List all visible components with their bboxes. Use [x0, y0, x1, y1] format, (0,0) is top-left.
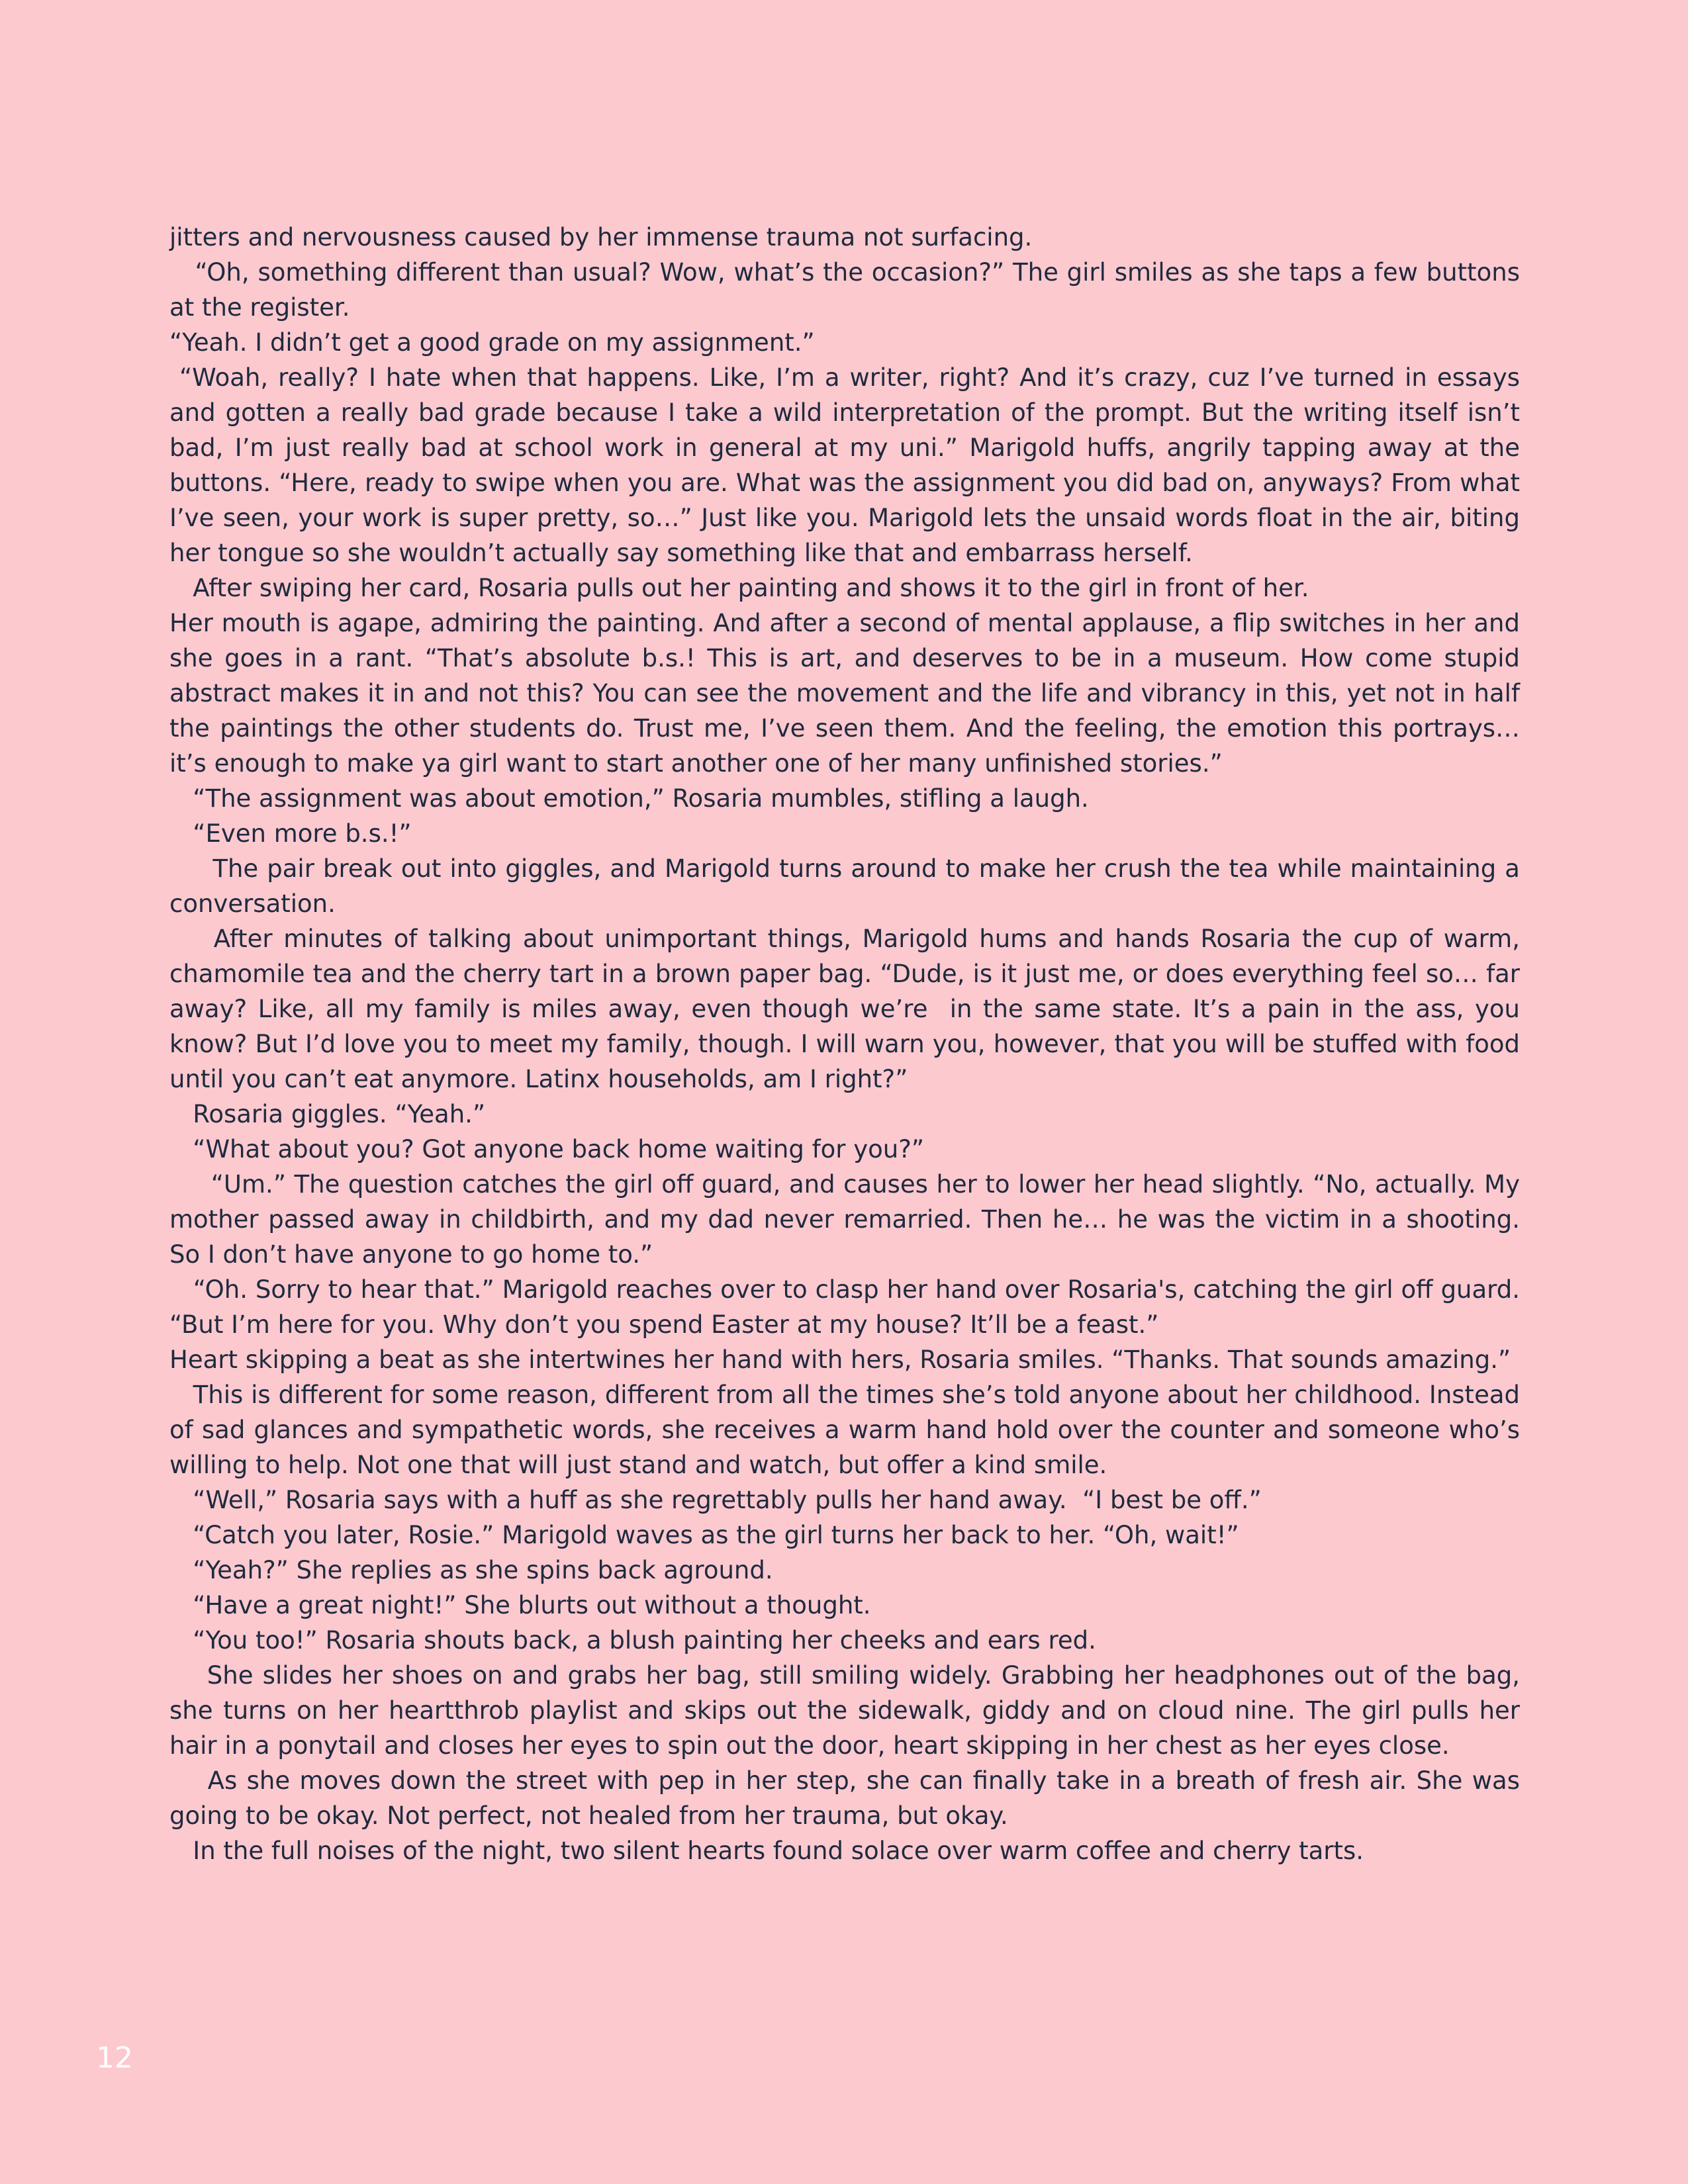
- paragraph: In the full noises of the night, two silent hearts found solace over warm coffee and cherry tarts.: [169, 1837, 1364, 1865]
- paragraph: jitters and nervousness caused by her immense trauma not surfacing.: [169, 223, 1033, 251]
- paragraph: Rosaria giggles. “Yeah.”: [169, 1100, 486, 1128]
- paragraph: As she moves down the street with pep in her step, she can finally take in a breath of fresh air. She was going to be okay. Not perfect, not healed from her trauma, but okay.: [169, 1766, 1528, 1830]
- paragraph: After minutes of talking about unimportant things, Marigold hums and hands Rosaria the cup of warm, chamomile tea and the cherry tart in a brown paper bag. “Dude, is it just me, or does everything feel so… far away? Like, all my family is miles away, even though we’re in the same state. It’s a pain in the ass, you know? But I’d love you to meet my family, though. I will warn you, however, that you will be stuffed with food until you can’t eat anymore. Latinx households, am I right?”: [169, 925, 1528, 1093]
- paragraph: “Even more b.s.!”: [169, 819, 412, 848]
- paragraph: “Yeah. I didn’t get a good grade on my assignment.”: [169, 328, 815, 357]
- paragraph: Her mouth is agape, admiring the painting. And after a second of mental applause, a flip switches in her and she goes in a rant. “That’s absolute b.s.! This is art, and deserves to be in a museum. How come stupid abstract makes it in and not this? You can see the movement and the life and vibrancy in this, yet not in half the paintings the other students do. Trust me, I’ve seen them. And the feeling, the emotion this portrays… it’s enough to make ya girl want to start another one of her many unfinished stories.”: [169, 609, 1528, 778]
- story-body: [169, 220, 1528, 1868]
- paragraph: She slides her shoes on and grabs her bag, still smiling widely. Grabbing her headphones out of the bag, she turns on her heartthrob playlist and skips out the sidewalk, giddy and on cloud nine. The girl pulls her hair in a ponytail and closes her eyes to spin out the door, heart skipping in her chest as her eyes close.: [169, 1661, 1528, 1760]
- paragraph: Heart skipping a beat as she intertwines her hand with hers, Rosaria smiles. “Thanks. That sounds amazing.”: [169, 1345, 1511, 1374]
- paragraph: “Um.” The question catches the girl off guard, and causes her to lower her head slightly. “No, actually. My mother passed away in childbirth, and my dad never remarried. Then he… he was the victim in a shooting. So I don’t have anyone to go home to.”: [169, 1170, 1528, 1269]
- paragraph: “Well,” Rosaria says with a huff as she regrettably pulls her hand away. “I best be off.”: [169, 1486, 1262, 1514]
- paragraph: The pair break out into giggles, and Marigold turns around to make her crush the tea while maintaining a conversation.: [169, 854, 1528, 918]
- paragraph: “The assignment was about emotion,” Rosaria mumbles, stifling a laugh.: [169, 784, 1089, 813]
- paragraph: “Oh. Sorry to hear that.” Marigold reaches over to clasp her hand over Rosaria's, catching the girl off guard. “But I’m here for you. Why don’t you spend Easter at my house? It’ll be a feast.”: [169, 1275, 1528, 1339]
- paragraph: “Woah, really? I hate when that happens. Like, I’m a writer, right? And it’s crazy, cuz I’ve turned in essays and gotten a really bad grade because I take a wild interpretation of the prompt. But the writing itself isn’t bad, I’m just really bad at school work in general at my uni.” Marigold huffs, angrily tapping away at the buttons. “Here, ready to swipe when you are. What was the assignment you did bad on, anyways? From what I’ve seen, your work is super pretty, so…” Just like you. Marigold lets the unsaid words float in the air, biting her tongue so she wouldn’t actually say something like that and embarrass herself.: [169, 363, 1528, 567]
- paragraph: “Catch you later, Rosie.” Marigold waves as the girl turns her back to her. “Oh, wait!”: [169, 1521, 1239, 1549]
- paragraph: “You too!” Rosaria shouts back, a blush painting her cheeks and ears red.: [169, 1626, 1096, 1655]
- paragraph: This is different for some reason, different from all the times she’s told anyone about her childhood. Instead of sad glances and sympathetic words, she receives a warm hand hold over the counter and someone who’s willing to help. Not one that will just stand and watch, but offer a kind smile.: [169, 1381, 1528, 1479]
- paragraph: After swiping her card, Rosaria pulls out her painting and shows it to the girl in front of her.: [169, 574, 1309, 602]
- paragraph: “Have a great night!” She blurts out without a thought.: [169, 1591, 871, 1619]
- paragraph: “What about you? Got anyone back home waiting for you?”: [169, 1135, 925, 1163]
- paragraph: “Oh, something different than usual? Wow, what’s the occasion?” The girl smiles as she taps a few buttons at the register.: [169, 258, 1528, 322]
- paragraph: “Yeah?” She replies as she spins back aground.: [169, 1556, 773, 1584]
- page-number: 12: [96, 2041, 133, 2075]
